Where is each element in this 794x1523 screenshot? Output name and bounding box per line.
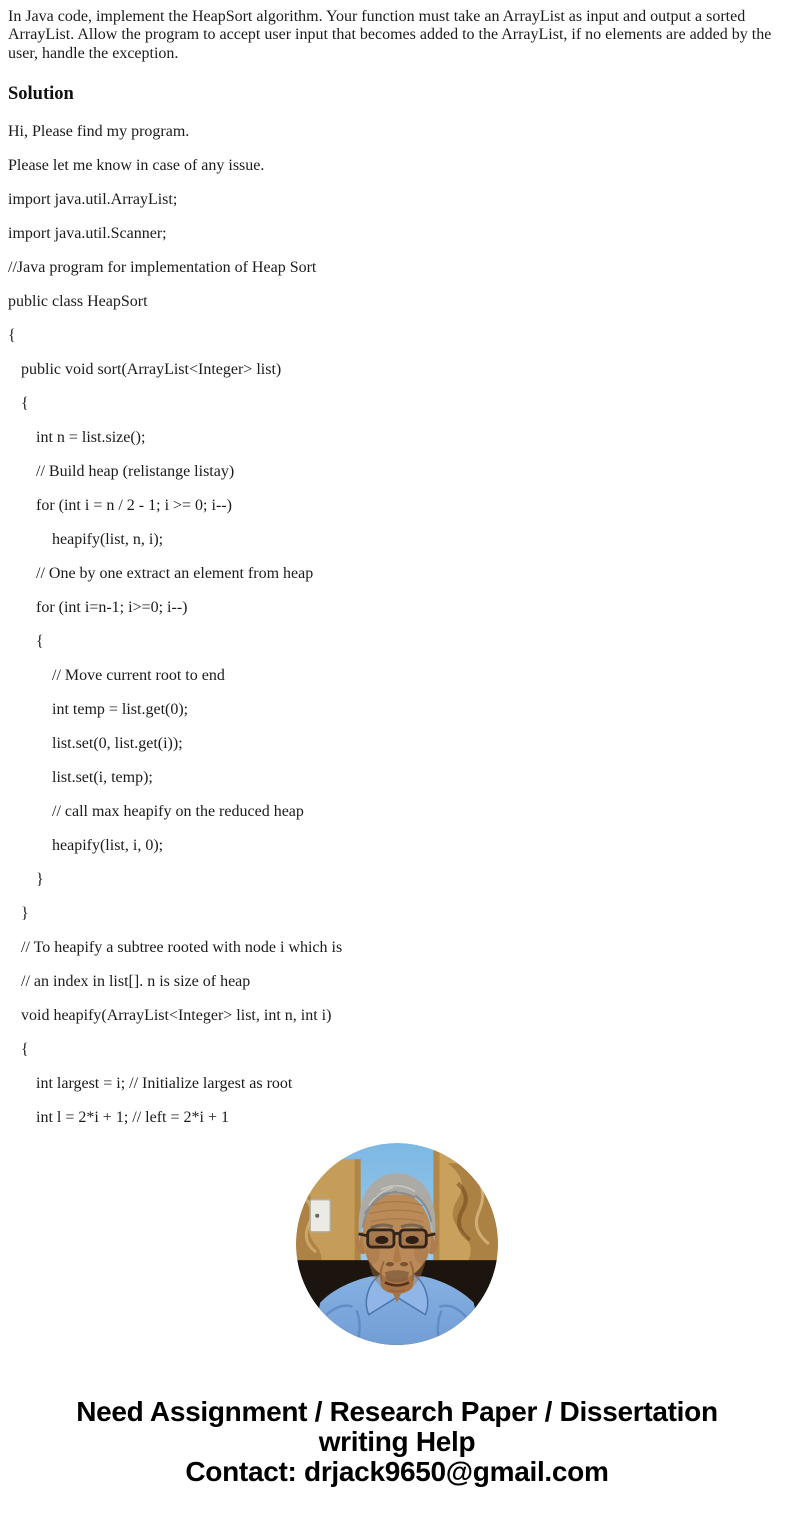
code-line: { (8, 327, 16, 345)
code-line: import java.util.Scanner; (8, 225, 167, 243)
question-text: In Java code, implement the HeapSort algorithm. Your function must take an ArrayList as input and output a sorted ArrayList. Allow the program to accept user input that becomes added to the ArrayList, if no elements are added by the user, handle the exception. (8, 8, 772, 62)
code-line: import java.util.ArrayList; (8, 191, 178, 209)
portrait-image (296, 1143, 498, 1345)
code-line: int temp = list.get(0); (52, 701, 189, 719)
code-line: // call max heapify on the reduced heap (52, 803, 304, 821)
mustache (385, 1271, 409, 1283)
avatar (296, 1143, 498, 1345)
code-line: { (36, 633, 44, 651)
code-line: list.set(i, temp); (52, 769, 153, 787)
code-line: int l = 2*i + 1; // left = 2*i + 1 (36, 1109, 229, 1127)
code-line: // Move current root to end (52, 667, 225, 685)
code-line: Hi, Please find my program. (8, 123, 190, 141)
contact-email-line: Contact: drjack9650@gmail.com (185, 1456, 609, 1488)
footer-banner (8, 1397, 786, 1487)
footer-heading-line: Need Assignment / Research Paper / Dissertation (76, 1396, 718, 1428)
code-line: { (21, 395, 29, 413)
code-line: // Build heap (relistange listay) (36, 463, 235, 481)
code-line: heapify(list, n, i); (52, 531, 164, 549)
code-line: int largest = i; // Initialize largest as root (36, 1075, 293, 1093)
code-line: // One by one extract an element from heap (36, 565, 314, 583)
footer-heading-line: writing Help (318, 1426, 476, 1458)
code-line: // To heapify a subtree rooted with node i which is (21, 939, 343, 957)
code-line: //Java program for implementation of Heap Sort (8, 259, 317, 277)
code-line: public void sort(ArrayList<Integer> list) (21, 361, 282, 379)
code-line: list.set(0, list.get(i)); (52, 735, 183, 753)
code-line: void heapify(ArrayList<Integer> list, int n, int i) (21, 1007, 332, 1025)
code-line: heapify(list, i, 0); (52, 837, 164, 855)
code-line: int n = list.size(); (36, 429, 146, 447)
light-switch (310, 1200, 330, 1232)
code-line: // an index in list[]. n is size of heap (21, 973, 251, 991)
code-line: } (21, 905, 29, 923)
code-line: for (int i=n-1; i>=0; i--) (36, 599, 188, 617)
code-line: for (int i = n / 2 - 1; i >= 0; i--) (36, 497, 232, 515)
solution-heading: Solution (8, 84, 74, 105)
code-line: Please let me know in case of any issue. (8, 157, 265, 175)
solution-body (8, 123, 786, 1127)
avatar-container (8, 1143, 786, 1345)
code-line: { (21, 1041, 29, 1059)
code-line: public class HeapSort (8, 293, 148, 311)
code-line: } (36, 871, 44, 889)
